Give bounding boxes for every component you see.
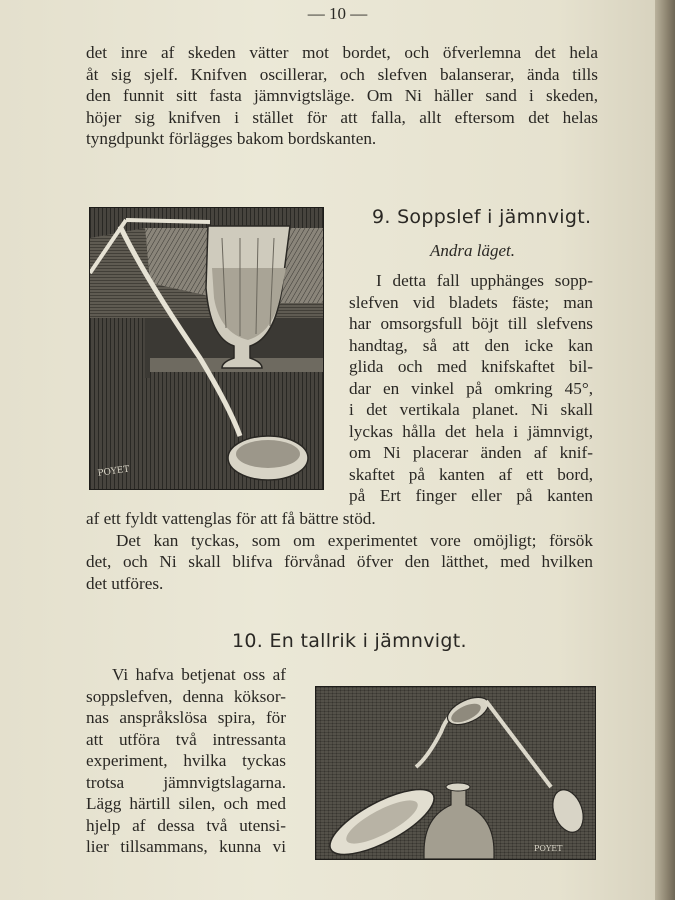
- section-9-subheading: Andra läget.: [430, 241, 515, 260]
- text-line: hjelp af dessa två utensi-: [86, 815, 286, 835]
- text-line: att utföra två intressanta: [86, 729, 286, 749]
- text-line: det, och Ni skall blifva förvånad öfver den lätthet, med hvilken: [86, 552, 593, 571]
- text-line: trotsa jämnvigtslagarna.: [86, 772, 286, 792]
- text-line: af ett fyldt vattenglas för att få bättre stöd.: [86, 509, 376, 528]
- section-10-side-text: [86, 664, 286, 858]
- text-line: på Ert finger eller på kanten: [349, 486, 593, 505]
- section-10-heading: 10. En tallrik i jämnvigt.: [232, 630, 467, 652]
- text-line: glida och med knifskaftet bil-: [349, 357, 593, 376]
- text-line: höjer sig knifven i stället för att falla, allt eftersom det helas: [86, 107, 598, 127]
- page-number: — 10 —: [307, 4, 368, 23]
- text-line: slefven vid bladets fäste; man: [349, 292, 593, 312]
- text-line: handtag, så att den icke kan: [349, 335, 593, 355]
- text-line: Vi hafva betjenat oss af: [112, 665, 286, 684]
- text-line: skaftet på kanten af ett bord,: [349, 464, 593, 484]
- section-9-side-text: [349, 270, 593, 507]
- text-line: Lägg härtill silen, och med: [86, 794, 286, 813]
- figure-plate-balance: [315, 686, 596, 860]
- intro-paragraph: [86, 42, 598, 150]
- figure-soup-ladle-balance: [89, 207, 324, 490]
- text-line: experiment, hvilka tyckas: [86, 751, 286, 770]
- text-line: nas anspråkslösa spira, för: [86, 708, 286, 727]
- text-line: det utföres.: [86, 573, 164, 593]
- text-line: tyngdpunkt förlägges bakom bordskanten.: [86, 129, 377, 148]
- text-line: den funnit sitt fasta jämnvigtsläge. Om Ni häller sand i skeden,: [86, 86, 598, 105]
- page-edge: [655, 0, 675, 900]
- text-line: det inre af skeden vätter mot bordet, och öfverlemna det hela: [86, 43, 598, 62]
- text-line: lyckas hålla det hela i jämnvigt,: [349, 421, 593, 441]
- text-line: åt sig sjelf. Knifven oscillerar, och slefven balanserar, ända tills: [86, 64, 598, 84]
- text-line: dar en vinkel på omkring 45°,: [349, 378, 593, 398]
- text-line: I detta fall upphänges sopp-: [376, 271, 593, 290]
- section-9-heading: 9. Soppslef i jämnvigt.: [372, 206, 592, 228]
- illustrator-signature: POYET: [534, 844, 563, 853]
- text-line: om Ni placerar änden af knif-: [349, 443, 593, 462]
- text-line: Det kan tyckas, som om experimentet vore omöjligt; försök: [116, 530, 593, 550]
- illustrator-signature: POYET: [97, 464, 131, 479]
- ladle-engraving: [90, 208, 323, 489]
- text-line: soppslefven, denna köksor-: [86, 686, 286, 706]
- text-line: har omsorgsfull böjt till slefvens: [349, 314, 593, 333]
- section-9-full-text: [86, 508, 593, 594]
- text-line: lier tillsammans, kunna vi: [86, 837, 286, 856]
- text-line: i det vertikala planet. Ni skall: [349, 400, 593, 419]
- plate-engraving: [316, 687, 595, 859]
